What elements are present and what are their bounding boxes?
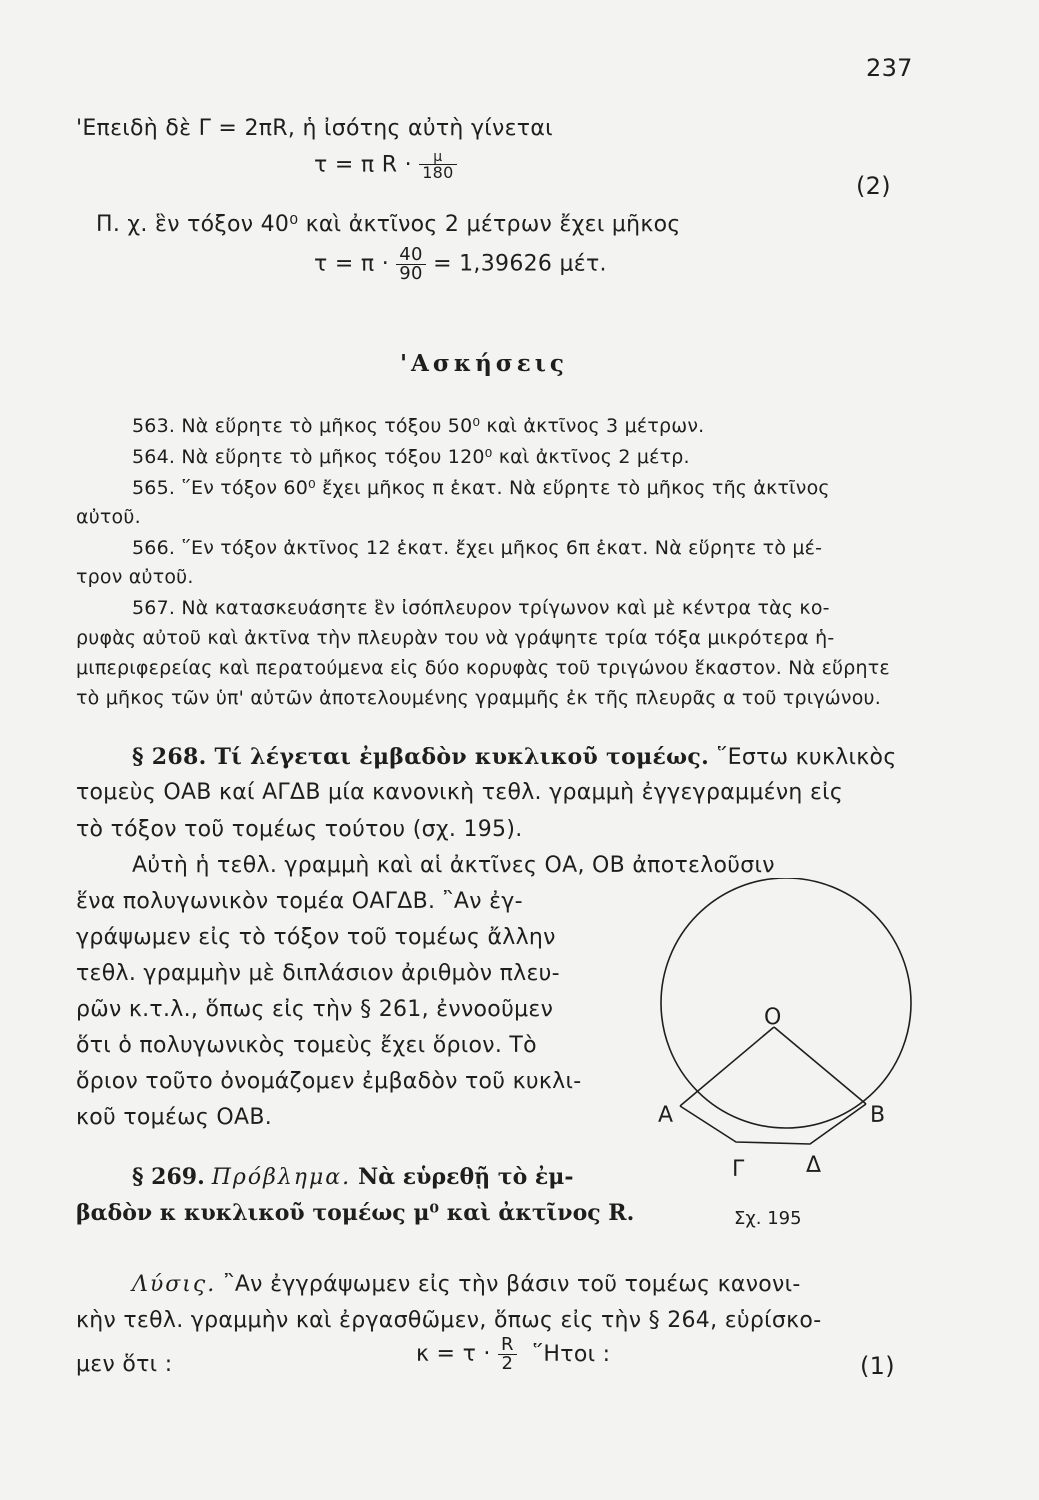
section-268-par2-line-8: κοῦ τομέως ΟΑΒ. [76,1105,273,1130]
section-268-par2-line-7: ὅριον τοῦτο ὀνομάζομεν ἐμβαδὸν τοῦ κυκλι- [76,1069,582,1094]
section-269-line-1 [132,1164,574,1190]
page-number: 237 [866,54,913,82]
section-268-par2-line-2: ἕνα πολυγωνικὸν τομέα ΟΑΓΔΒ. ῍Αν ἐγ- [76,889,523,914]
section-268-heading: § 268. Τί λέγεται ἐμβαδὸν κυκλικοῦ τομέως. [132,744,710,770]
exercises-heading: 'Ασκήσεις [400,350,568,377]
solution-formula-numerator: R [498,1336,517,1355]
section-268-par2-line-3: γράψωμεν εἰς τὸ τόξον τοῦ τομέως ἄλλην [76,925,556,950]
section-268-text-start: ῞Εστω κυκλικὸς [716,745,897,770]
label-O: Ο [764,1005,782,1030]
solution-formula [416,1336,610,1373]
section-269-label: Πρόβλημα. [211,1165,352,1190]
exercise-567-cont-2: μιπεριφερείας καὶ περατούμενα εἰς δύο κορυφὰς τοῦ τριγώνου ἕκαστον. Νὰ εὕρητε [76,657,890,679]
formula-1 [314,150,457,181]
section-269-title-2: βαδὸν κ κυκλικοῦ τομέως μ⁰ καὶ ἀκτῖνος R. [76,1200,635,1226]
formula-1-denominator: 180 [422,163,454,182]
solution-formula-denominator: 2 [501,1353,514,1374]
exercise-567-cont-1: ρυφὰς αὐτοῦ καὶ ἀκτῖνα τὴν πλευρὰν του νὰ γράψητε τρία τόξα μικρότερα ἡ- [76,627,835,649]
exercise-566: 566. ῞Εν τόξον ἀκτῖνος 12 ἑκατ. ἔχει μῆκος 6π ἑκατ. Νὰ εὕρητε τὸ μέ- [132,537,823,559]
formula-2 [314,246,607,283]
polygonal-line [680,1104,866,1144]
solution-line-1 [132,1272,801,1297]
solution-formula-fraction [498,1336,517,1373]
exercise-567: 567. Νὰ κατασκευάσητε ἓν ἰσόπλευρον τρίγωνον καὶ μὲ κέντρα τὰς κο- [132,597,830,619]
label-D: Δ [806,1153,822,1178]
exercise-563: 563. Νὰ εὕρητε τὸ μῆκος τόξου 50⁰ καὶ ἀκτῖνος 3 μέτρων. [132,415,705,437]
solution-formula-left: κ = τ · [416,1341,491,1367]
solution-line-3: μεν ὅτι : [76,1352,173,1377]
formula-1-numerator: μ [419,150,456,165]
label-B: Β [870,1103,886,1128]
solution-line-2: κὴν τεθλ. γραμμὴν καὶ ἐργασθῶμεν, ὅπως εἰς τὴν § 264, εὑρίσκο- [76,1308,822,1333]
solution-text-start: ῍Αν ἐγγράψωμεν εἰς τὴν βάσιν τοῦ τομέως κανονι- [223,1272,801,1297]
label-G: Γ [732,1157,745,1182]
formula-2-left: τ = π · [314,251,389,277]
exercise-564: 564. Νὰ εὕρητε τὸ μῆκος τόξου 120⁰ καὶ ἀκτῖνος 2 μέτρ. [132,446,690,468]
section-268-line-3: τὸ τόξον τοῦ τομέως τούτου (σχ. 195). [76,817,523,842]
section-268-line-1 [132,744,897,770]
section-269-number: § 269. [132,1164,205,1190]
radius-ob [774,1027,866,1104]
formula-2-numerator: 40 [396,246,426,265]
section-268-par2-line-1: Αὐτὴ ἡ τεθλ. γραμμὴ καὶ αἱ ἀκτῖνες ΟΑ, ΟΒ ἀποτελοῦσιν [132,853,775,878]
section-268-line-2: τομεὺς ΟΑΒ καί ΑΓΔΒ μία κανονικὴ τεθλ. γραμμὴ ἐγγεγραμμένη εἰς [76,780,844,805]
figure-195 [650,878,940,1238]
solution-label: Λύσις. [132,1272,217,1297]
intro-line: 'Επειδὴ δὲ Γ = 2πR, ἡ ἰσότης αὐτὴ γίνεται [76,116,553,141]
exercise-567-cont-3: τὸ μῆκος τῶν ὑπ' αὐτῶν ἀποτελουμένης γραμμῆς ἐκ τῆς πλευρᾶς α τοῦ τριγώνου. [76,687,881,709]
section-268-par2-line-4: τεθλ. γραμμὴν μὲ διπλάσιον ἀριθμὸν πλευ- [76,961,560,986]
radius-oa [680,1027,774,1106]
figure-caption: Σχ. 195 [734,1208,802,1229]
formula-2-fraction [396,246,426,283]
formula-1-left: τ = π R · [314,152,412,178]
formula-2-denominator: 90 [399,263,423,284]
formula-1-tag: (2) [856,172,891,200]
label-A: Α [658,1103,674,1128]
exercise-566-cont: τρον αὐτοῦ. [76,566,194,588]
solution-tag: (1) [860,1352,895,1380]
section-268-par2-line-6: ὅτι ὁ πολυγωνικὸς τομεὺς ἔχει ὅριον. Τὸ [76,1033,537,1058]
formula-2-result: = 1,39626 μέτ. [433,251,607,277]
section-268-par2-line-5: ρῶν κ.τ.λ., ὅπως εἰς τὴν § 261, ἐννοοῦμεν [76,997,554,1022]
formula-1-fraction [419,150,456,181]
example-line: Π. χ. ἓν τόξον 40⁰ καὶ ἀκτῖνος 2 μέτρων ἔχει μῆκος [96,212,681,237]
section-269-title-1: Νὰ εὑρεθῇ τὸ ἐμ- [358,1164,574,1190]
solution-formula-after: ῞Ητοι : [532,1341,611,1367]
exercise-565-cont: αὐτοῦ. [76,506,141,528]
exercise-565: 565. ῞Εν τόξον 60⁰ ἔχει μῆκος π ἑκατ. Νὰ εὕρητε τὸ μῆκος τῆς ἀκτῖνος [132,477,830,499]
